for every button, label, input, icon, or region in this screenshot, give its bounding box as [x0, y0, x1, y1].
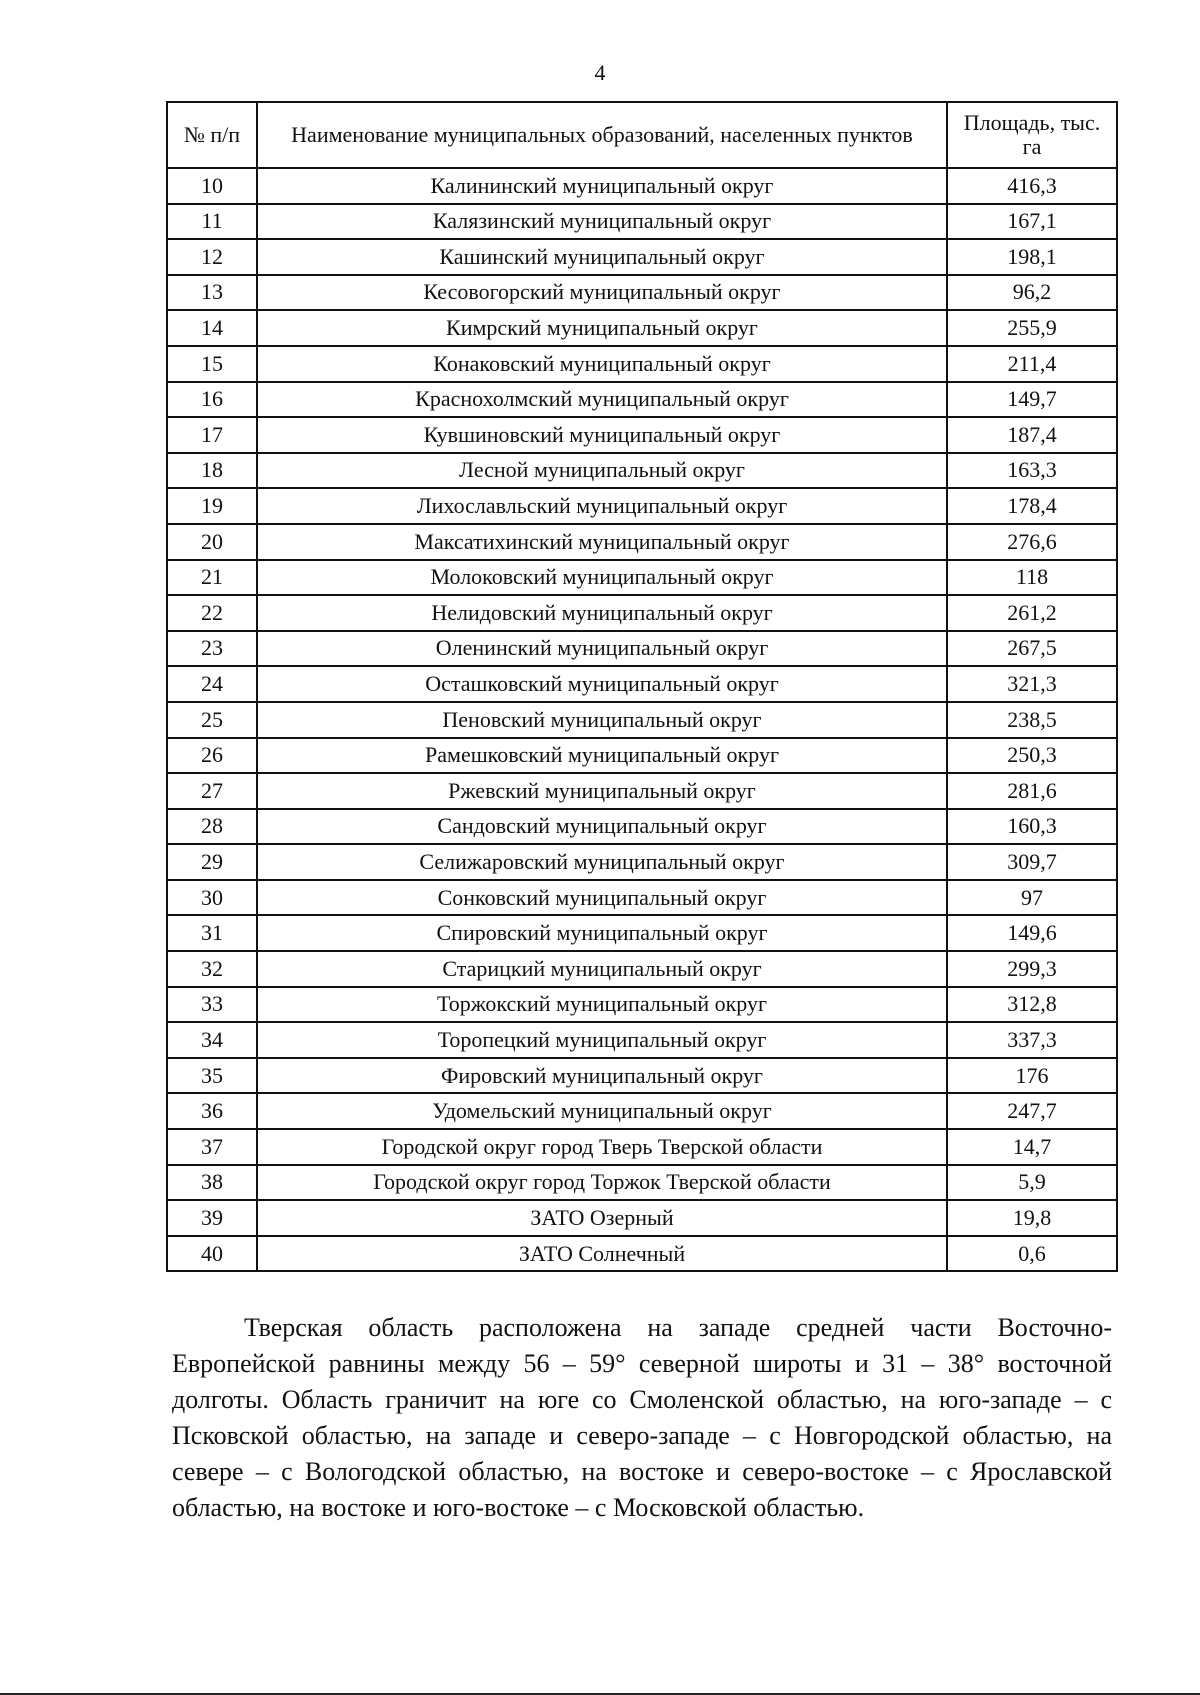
row-number-cell: 40 [167, 1236, 257, 1272]
row-name-cell: Молоковский муниципальный округ [257, 560, 947, 596]
row-area-cell: 416,3 [947, 168, 1117, 204]
row-number-cell: 20 [167, 524, 257, 560]
row-number-cell: 36 [167, 1093, 257, 1129]
row-number-cell: 35 [167, 1058, 257, 1094]
table-row [167, 1022, 1117, 1058]
table-row [167, 738, 1117, 774]
table-row [167, 809, 1117, 845]
row-name-cell: Удомельский муниципальный округ [257, 1093, 947, 1129]
row-number-cell: 24 [167, 666, 257, 702]
row-name-cell: Конаковский муниципальный округ [257, 346, 947, 382]
row-name-cell: Городской округ город Тверь Тверской области [257, 1129, 947, 1165]
row-area-cell: 281,6 [947, 773, 1117, 809]
row-name-cell: Кувшиновский муниципальный округ [257, 417, 947, 453]
row-area-cell: 160,3 [947, 809, 1117, 845]
row-name-cell: Осташковский муниципальный округ [257, 666, 947, 702]
row-name-cell: Лихославльский муниципальный округ [257, 488, 947, 524]
table-row [167, 453, 1117, 489]
row-name-cell: Нелидовский муниципальный округ [257, 595, 947, 631]
table-row [167, 595, 1117, 631]
row-number-cell: 37 [167, 1129, 257, 1165]
row-number-cell: 18 [167, 453, 257, 489]
table-row [167, 1200, 1117, 1236]
row-area-cell: 312,8 [947, 987, 1117, 1023]
row-number-cell: 30 [167, 880, 257, 916]
header-area: Площадь, тыс. га [947, 102, 1117, 168]
row-area-cell: 309,7 [947, 844, 1117, 880]
row-number-cell: 26 [167, 738, 257, 774]
row-name-cell: Кесовогорский муниципальный округ [257, 275, 947, 311]
row-name-cell: Пеновский муниципальный округ [257, 702, 947, 738]
row-number-cell: 34 [167, 1022, 257, 1058]
row-number-cell: 28 [167, 809, 257, 845]
table-row [167, 239, 1117, 275]
table-row [167, 951, 1117, 987]
row-number-cell: 12 [167, 239, 257, 275]
row-area-cell: 267,5 [947, 631, 1117, 667]
table-row [167, 773, 1117, 809]
table-row [167, 880, 1117, 916]
table-row [167, 417, 1117, 453]
row-area-cell: 187,4 [947, 417, 1117, 453]
row-name-cell: ЗАТО Солнечный [257, 1236, 947, 1272]
table-row [167, 275, 1117, 311]
header-number: № п/п [167, 102, 257, 168]
row-area-cell: 97 [947, 880, 1117, 916]
row-area-cell: 14,7 [947, 1129, 1117, 1165]
row-number-cell: 39 [167, 1200, 257, 1236]
row-area-cell: 178,4 [947, 488, 1117, 524]
row-area-cell: 19,8 [947, 1200, 1117, 1236]
row-name-cell: ЗАТО Озерный [257, 1200, 947, 1236]
row-number-cell: 33 [167, 987, 257, 1023]
row-number-cell: 17 [167, 417, 257, 453]
row-area-cell: 176 [947, 1058, 1117, 1094]
row-area-cell: 299,3 [947, 951, 1117, 987]
table-row [167, 204, 1117, 240]
row-area-cell: 261,2 [947, 595, 1117, 631]
table-row [167, 1058, 1117, 1094]
row-area-cell: 337,3 [947, 1022, 1117, 1058]
row-name-cell: Рамешковский муниципальный округ [257, 738, 947, 774]
table-header-row [167, 102, 1117, 168]
row-area-cell: 0,6 [947, 1236, 1117, 1272]
municipal-areas-table [166, 101, 1118, 1272]
row-name-cell: Кашинский муниципальный округ [257, 239, 947, 275]
table-row [167, 346, 1117, 382]
row-number-cell: 15 [167, 346, 257, 382]
row-number-cell: 11 [167, 204, 257, 240]
row-name-cell: Сандовский муниципальный округ [257, 809, 947, 845]
table-row [167, 1093, 1117, 1129]
row-number-cell: 27 [167, 773, 257, 809]
table-row [167, 987, 1117, 1023]
page-number: 4 [594, 60, 606, 85]
table-body [167, 168, 1117, 1271]
row-number-cell: 21 [167, 560, 257, 596]
row-area-cell: 167,1 [947, 204, 1117, 240]
row-name-cell: Селижаровский муниципальный округ [257, 844, 947, 880]
row-number-cell: 32 [167, 951, 257, 987]
row-name-cell: Фировский муниципальный округ [257, 1058, 947, 1094]
table-row [167, 666, 1117, 702]
table-row [167, 631, 1117, 667]
row-number-cell: 29 [167, 844, 257, 880]
header-name: Наименование муниципальных образований, населенных пунктов [257, 102, 947, 168]
description-paragraph: Тверская область расположена на западе средней части Восточно-Европейской равнины между 56 – 59° северной широты и 31 – 38° восточной долготы. Область граничит на юге со Смоленской областью, на юго-западе – с Псковской областью, на западе и северо-западе – с Новгородской областью, на севере – с Вологодской областью, на востоке и северо-востоке – с Ярославской областью, на востоке и юго-востоке – с Московской областью. [172, 1313, 1112, 1522]
table-row [167, 1236, 1117, 1272]
row-name-cell: Краснохолмский муниципальный округ [257, 382, 947, 418]
table-row [167, 844, 1117, 880]
row-area-cell: 238,5 [947, 702, 1117, 738]
row-area-cell: 198,1 [947, 239, 1117, 275]
row-area-cell: 321,3 [947, 666, 1117, 702]
row-name-cell: Лесной муниципальный округ [257, 453, 947, 489]
row-area-cell: 211,4 [947, 346, 1117, 382]
row-number-cell: 16 [167, 382, 257, 418]
row-area-cell: 247,7 [947, 1093, 1117, 1129]
row-name-cell: Максатихинский муниципальный округ [257, 524, 947, 560]
row-name-cell: Торжокский муниципальный округ [257, 987, 947, 1023]
row-name-cell: Старицкий муниципальный округ [257, 951, 947, 987]
row-area-cell: 276,6 [947, 524, 1117, 560]
row-name-cell: Ржевский муниципальный округ [257, 773, 947, 809]
row-area-cell: 96,2 [947, 275, 1117, 311]
row-number-cell: 19 [167, 488, 257, 524]
row-name-cell: Торопецкий муниципальный округ [257, 1022, 947, 1058]
table-row [167, 524, 1117, 560]
row-area-cell: 255,9 [947, 310, 1117, 346]
table-row [167, 168, 1117, 204]
row-number-cell: 10 [167, 168, 257, 204]
row-name-cell: Калязинский муниципальный округ [257, 204, 947, 240]
row-name-cell: Спировский муниципальный округ [257, 915, 947, 951]
row-name-cell: Кимрский муниципальный округ [257, 310, 947, 346]
row-number-cell: 23 [167, 631, 257, 667]
row-area-cell: 250,3 [947, 738, 1117, 774]
table-row [167, 702, 1117, 738]
row-number-cell: 22 [167, 595, 257, 631]
table-row [167, 1165, 1117, 1201]
row-name-cell: Калининский муниципальный округ [257, 168, 947, 204]
row-area-cell: 163,3 [947, 453, 1117, 489]
table-row [167, 382, 1117, 418]
row-number-cell: 25 [167, 702, 257, 738]
row-area-cell: 149,7 [947, 382, 1117, 418]
row-number-cell: 14 [167, 310, 257, 346]
row-area-cell: 118 [947, 560, 1117, 596]
table-row [167, 915, 1117, 951]
row-name-cell: Городской округ город Торжок Тверской области [257, 1165, 947, 1201]
table-row [167, 560, 1117, 596]
row-number-cell: 38 [167, 1165, 257, 1201]
row-number-cell: 13 [167, 275, 257, 311]
row-number-cell: 31 [167, 915, 257, 951]
table-row [167, 310, 1117, 346]
row-area-cell: 5,9 [947, 1165, 1117, 1201]
table-row [167, 1129, 1117, 1165]
row-area-cell: 149,6 [947, 915, 1117, 951]
row-name-cell: Сонковский муниципальный округ [257, 880, 947, 916]
table-row [167, 488, 1117, 524]
row-name-cell: Оленинский муниципальный округ [257, 631, 947, 667]
